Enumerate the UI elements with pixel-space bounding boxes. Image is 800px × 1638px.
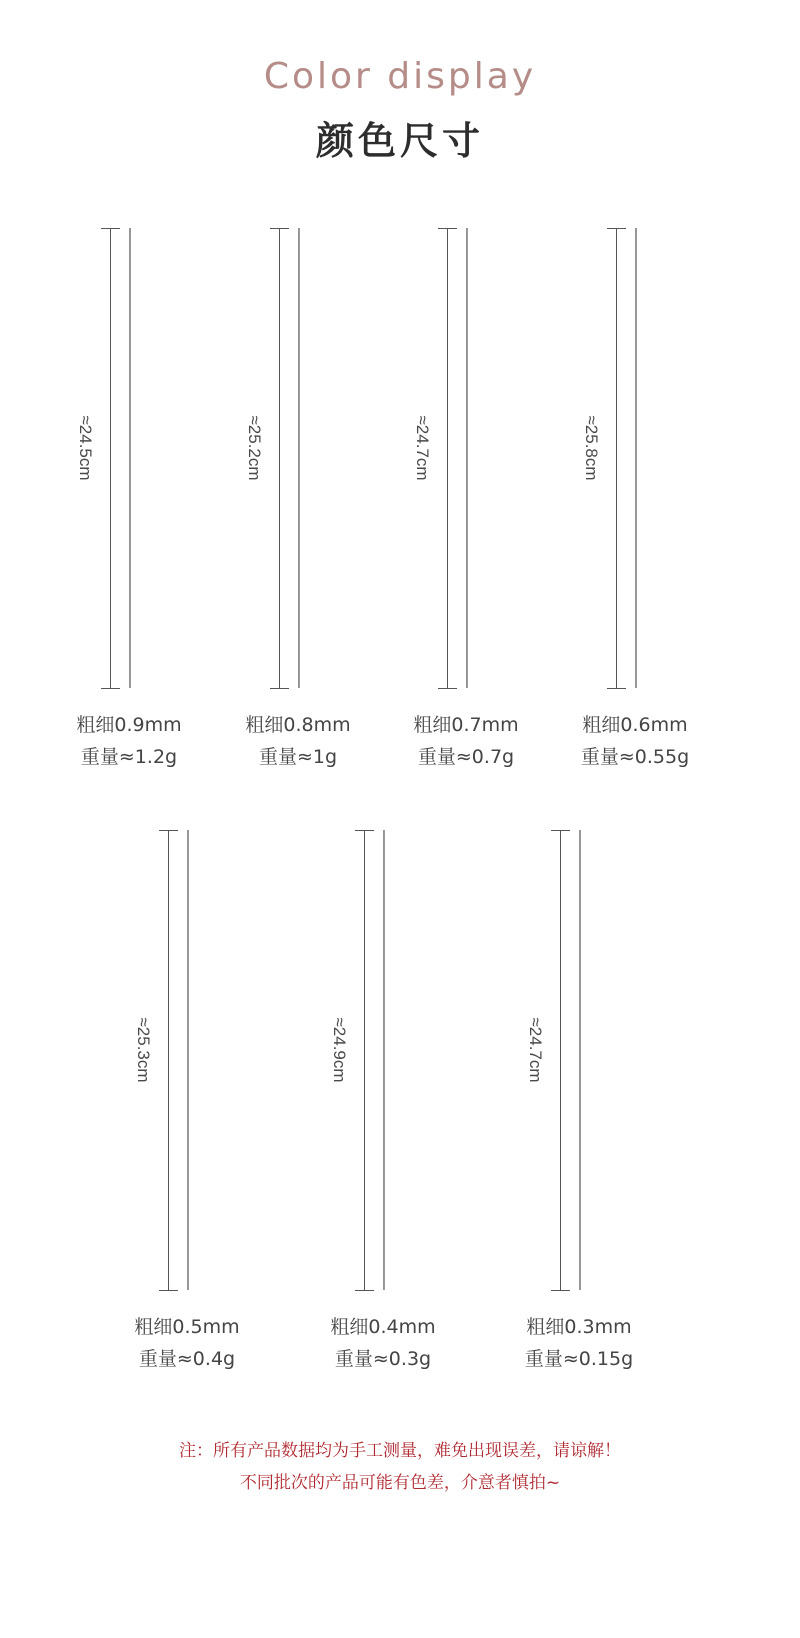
- ruler-line: [616, 228, 617, 688]
- ruler-cap-bottom: [159, 1290, 178, 1291]
- needle: [579, 830, 581, 1290]
- ruler-cap-top: [607, 228, 626, 229]
- weight-label: 重量≈0.3g: [334, 1348, 432, 1370]
- weight-label: 重量≈0.4g: [138, 1348, 236, 1370]
- ruler-cap-top: [101, 228, 120, 229]
- needle: [466, 228, 468, 688]
- ruler-line: [560, 830, 561, 1290]
- needle: [298, 228, 300, 688]
- ruler-line: [364, 830, 365, 1290]
- thickness-label: 粗细0.8mm: [245, 714, 351, 736]
- page-title-en: Color display: [263, 56, 537, 97]
- length-label: ≈24.9cm: [330, 1017, 349, 1083]
- ruler-cap-bottom: [101, 688, 120, 689]
- ruler-cap-top: [438, 228, 457, 229]
- weight-label: 重量≈1g: [258, 746, 338, 768]
- ruler-cap-bottom: [270, 688, 289, 689]
- ruler-cap-top: [270, 228, 289, 229]
- thickness-label: 粗细0.4mm: [330, 1316, 436, 1338]
- length-label: ≈25.2cm: [245, 415, 264, 481]
- length-label: ≈24.7cm: [413, 415, 432, 481]
- weight-label: 重量≈1.2g: [80, 746, 178, 768]
- thickness-label: 粗细0.9mm: [76, 714, 182, 736]
- length-label: ≈25.8cm: [582, 415, 601, 481]
- needle: [187, 830, 189, 1290]
- thickness-label: 粗细0.5mm: [134, 1316, 240, 1338]
- ruler-line: [110, 228, 111, 688]
- length-label: ≈24.7cm: [526, 1017, 545, 1083]
- thickness-label: 粗细0.7mm: [413, 714, 519, 736]
- needle: [635, 228, 637, 688]
- page-title-cn: 颜色尺寸: [315, 119, 484, 163]
- disclaimer-line-2: 不同批次的产品可能有色差，介意者慎拍~: [239, 1473, 561, 1493]
- needle: [383, 830, 385, 1290]
- ruler-cap-top: [551, 830, 570, 831]
- ruler-cap-bottom: [607, 688, 626, 689]
- ruler-cap-top: [159, 830, 178, 831]
- length-label: ≈24.5cm: [76, 415, 95, 481]
- ruler-line: [279, 228, 280, 688]
- ruler-cap-top: [355, 830, 374, 831]
- ruler-line: [168, 830, 169, 1290]
- weight-label: 重量≈0.7g: [417, 746, 515, 768]
- ruler-line: [447, 228, 448, 688]
- needle: [129, 228, 131, 688]
- ruler-cap-bottom: [551, 1290, 570, 1291]
- length-label: ≈25.3cm: [134, 1017, 153, 1083]
- thickness-label: 粗细0.3mm: [526, 1316, 632, 1338]
- weight-label: 重量≈0.55g: [580, 746, 690, 768]
- ruler-cap-bottom: [438, 688, 457, 689]
- weight-label: 重量≈0.15g: [524, 1348, 634, 1370]
- disclaimer-line-1: 注：所有产品数据均为手工测量，难免出现误差，请谅解！: [179, 1441, 621, 1461]
- ruler-cap-bottom: [355, 1290, 374, 1291]
- thickness-label: 粗细0.6mm: [582, 714, 688, 736]
